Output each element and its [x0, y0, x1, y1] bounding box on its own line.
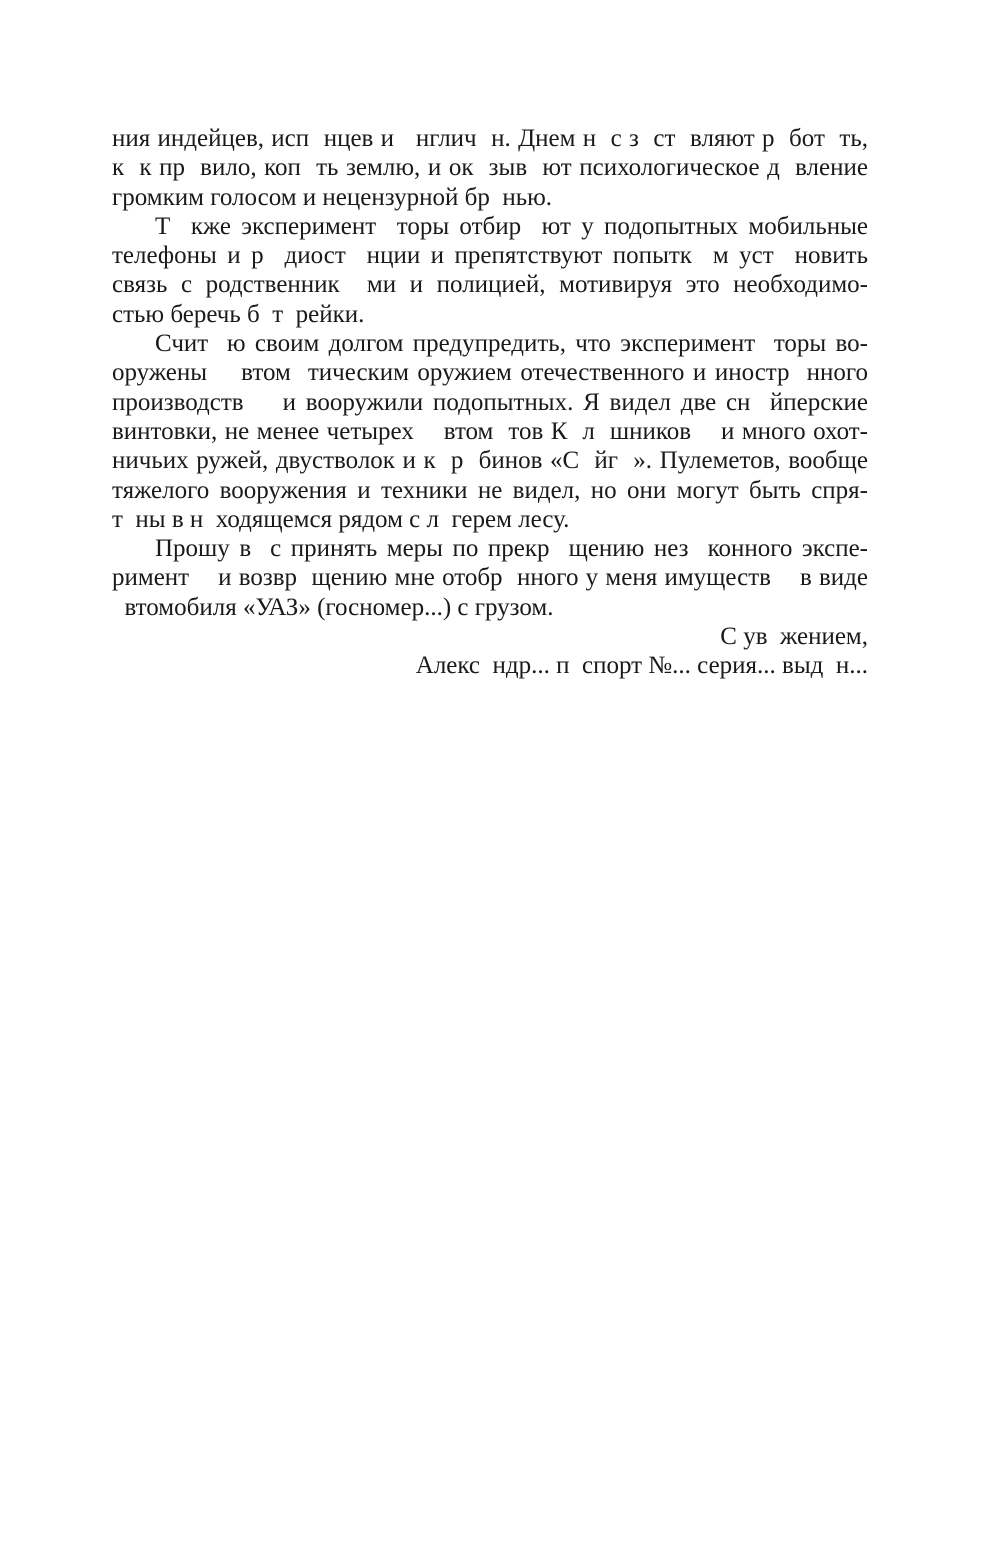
text-line: т ны в н ходящемся рядом с л герем лесу.: [112, 505, 570, 533]
text-line: римент и возвр щению мне отобр нного у меня имуществ в виде: [112, 564, 868, 592]
paragraph-2: [112, 212, 868, 329]
document-page: [112, 124, 868, 681]
text-line: тяжелого вооружения и техники не видел, но они могут быть спря-: [112, 476, 868, 504]
text-line: Счит ю своим долгом предупредить, что эксперимент торы во-: [155, 330, 868, 358]
text-line: к к пр вило, коп ть землю, и ок зыв ют психологическое д вление: [112, 154, 868, 182]
text-line: Т кже эксперимент торы отбир ют у подопытных мобильные: [155, 212, 868, 240]
text-line: стью беречь б т рейки.: [112, 300, 365, 328]
author-line: Алекс ндр... п спорт №... серия... выд н...: [415, 652, 868, 680]
text-line: связь с родственник ми и полицией, мотивируя это необходимо-: [112, 271, 868, 299]
text-line: втомобиля «УАЗ» (госномер...) с грузом.: [112, 593, 554, 621]
text-line: винтовки, не менее четырех втом тов К л шников и много охот-: [112, 417, 868, 445]
text-line: телефоны и р диост нции и препятствуют попытк м уст новить: [112, 242, 868, 270]
text-line: ния индейцев, исп нцев и нглич н. Днем н с з ст вляют р бот ть,: [112, 125, 868, 152]
closing-line: С ув жением,: [720, 623, 868, 651]
paragraph-4: [112, 534, 868, 622]
signature-block: [112, 622, 868, 681]
text-line: ничьих ружей, двустволок и к р бинов «С йг ». Пулеметов, вообще: [112, 447, 868, 475]
paragraph-1: [112, 124, 868, 212]
text-line: громким голосом и нецензурной бр нью.: [112, 183, 553, 211]
text-line: производств и вооружили подопытных. Я видел две сн йперские: [112, 388, 868, 416]
text-line: Прошу в с принять меры по прекр щению нез конного экспе-: [155, 535, 868, 563]
text-line: оружены втом тическим оружием отечественного и иностр нного: [112, 359, 868, 387]
paragraph-3: [112, 329, 868, 534]
